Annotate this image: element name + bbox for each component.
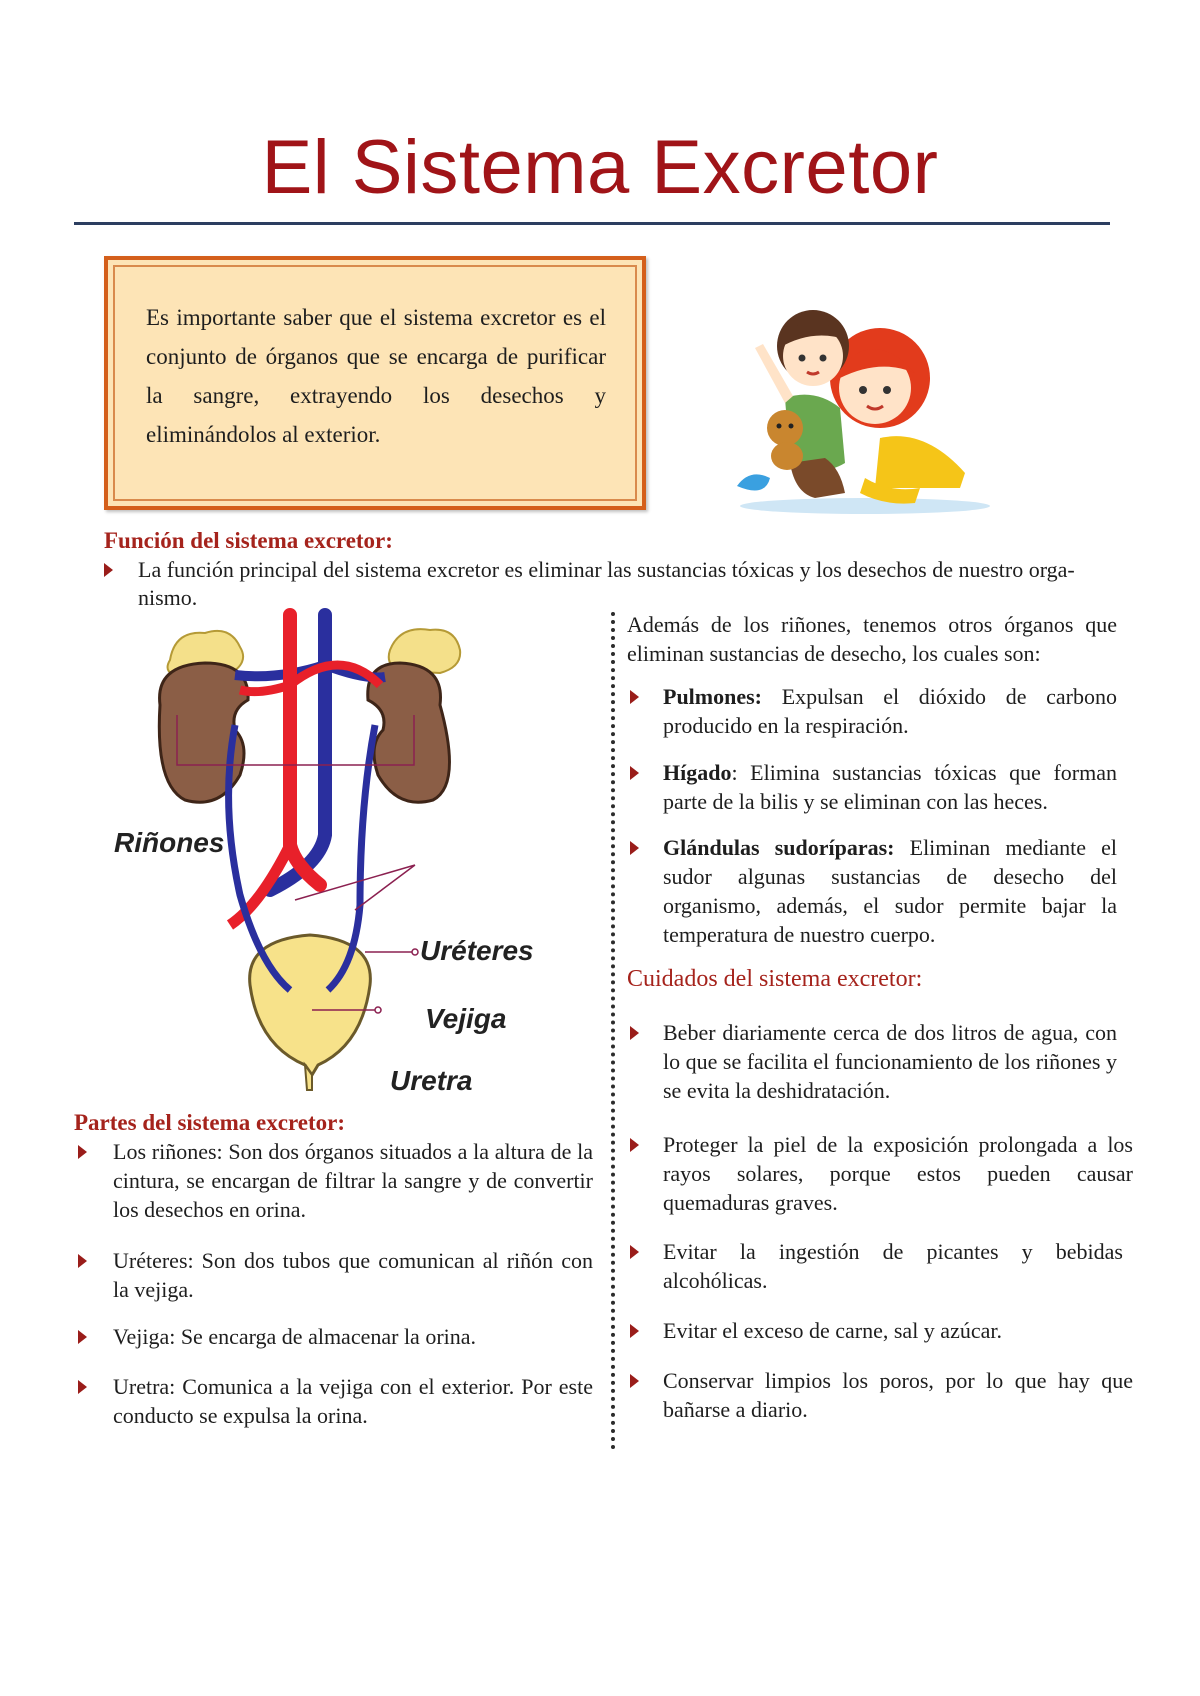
funcion-heading: Función del sistema excretor: [104, 528, 393, 553]
otros-item-glandulas [663, 833, 1117, 949]
girl-body [875, 436, 965, 488]
bullet-icon [630, 1138, 639, 1152]
excretory-diagram [100, 605, 600, 1125]
partes-item-rinones: Los riñones: Son dos órganos situados a la altura de la cintura, se encargan de filtrar la sangre y de convertir los desechos en orina. [113, 1139, 593, 1222]
bullet-icon [630, 1026, 639, 1040]
term-higado: Hígado [663, 760, 732, 785]
cuidados-item-picantes: Evitar la ingestión de picantes y bebidas alcohólicas. [663, 1239, 1123, 1293]
bullet-icon [78, 1145, 87, 1159]
cuidados-item-agua: Beber diariamente cerca de dos litros de agua, con lo que se facilita el funcionamiento de los riñones y se evita la deshidratación. [663, 1020, 1117, 1103]
title-underline [74, 222, 1110, 225]
otros-intro: Además de los riñones, tenemos otros órganos que eliminan sustancias de desecho, los cuales son: [627, 612, 1117, 666]
column-divider [611, 612, 615, 1450]
bullet-icon [78, 1330, 87, 1344]
term-pulmones: Pulmones: [663, 684, 762, 709]
partes-item-ureteres: Uréteres: Son dos tubos que comunican al riñón con la vejiga. [113, 1248, 593, 1302]
teddy-eye-left [777, 424, 782, 429]
funcion-text-line1: La función principal del sistema excretor es eliminar las sustancias tóxicas y los desechos de nuestro orga- [138, 557, 1075, 582]
term-glandulas: Glándulas sudoríparas: [663, 835, 895, 860]
bullet-icon [78, 1380, 87, 1394]
cuidados-heading: Cuidados del sistema excretor: [627, 966, 923, 992]
text-higado: : Elimina sustancias tóxicas que forman parte de la bilis y se eliminan con las heces. [663, 760, 1117, 814]
floor-shadow [740, 498, 990, 514]
bullet-icon [630, 841, 639, 855]
blue-toy [737, 474, 770, 490]
otros-item-pulmones [663, 682, 1117, 740]
label-uretra: Uretra [390, 1065, 473, 1096]
bullet-icon [78, 1254, 87, 1268]
intro-text: Es importante saber que el sistema excretor es el conjunto de órganos que se encarga de purificar la sangre, extrayendo los desechos y eliminándolos al exterior. [146, 305, 606, 447]
otros-item-higado [663, 758, 1117, 816]
boy-eye-left [799, 355, 806, 362]
partes-item-vejiga: Vejiga: Se encarga de almacenar la orina. [113, 1324, 477, 1349]
partes-heading: Partes del sistema excretor: [74, 1110, 345, 1135]
label-ureteres: Uréteres [420, 935, 534, 966]
intro-box [104, 256, 646, 510]
bullet-icon [630, 766, 639, 780]
page-title: El Sistema Excretor [261, 125, 939, 210]
cuidados-item-poros: Conservar limpios los poros, por lo que hay que bañarse a diario. [663, 1368, 1133, 1422]
cuidados-item-piel: Proteger la piel de la exposición prolongada a los rayos solares, porque estos pueden causar quemaduras graves. [663, 1132, 1133, 1215]
text-glandulas: Eliminan mediante el sudor algunas sustancias de desecho del organismo, además, el sudor permite bajar la temperatura de nuestro cuerpo. [663, 835, 1117, 947]
bullet-icon [630, 690, 639, 704]
teddy-eye-right [789, 424, 794, 429]
bullet-icon [630, 1374, 639, 1388]
children-illustration [715, 288, 1015, 518]
vejiga-pointer-dot [412, 949, 418, 955]
label-rinones: Riñones [114, 827, 225, 858]
funcion-text-line2: nismo. [138, 585, 198, 610]
girl-eye-right [883, 386, 891, 394]
text-pulmones: Expulsan el dióxido de carbono producido en la respiración. [663, 684, 1117, 738]
bullet-icon [630, 1245, 639, 1259]
label-vejiga: Vejiga [425, 1003, 507, 1034]
bullet-icon [630, 1324, 639, 1338]
cuidados-item-carne: Evitar el exceso de carne, sal y azúcar. [663, 1318, 1002, 1343]
partes-item-uretra: Uretra: Comunica a la vejiga con el exterior. Por este conducto se expulsa la orina. [113, 1374, 593, 1428]
boy-eye-right [820, 355, 827, 362]
bullet-icon [104, 563, 113, 577]
girl-eye-left [859, 386, 867, 394]
teddy-head [767, 410, 803, 446]
uretra-pointer-dot [375, 1007, 381, 1013]
diagram-drawing [100, 605, 600, 1125]
teddy-body [771, 442, 803, 470]
